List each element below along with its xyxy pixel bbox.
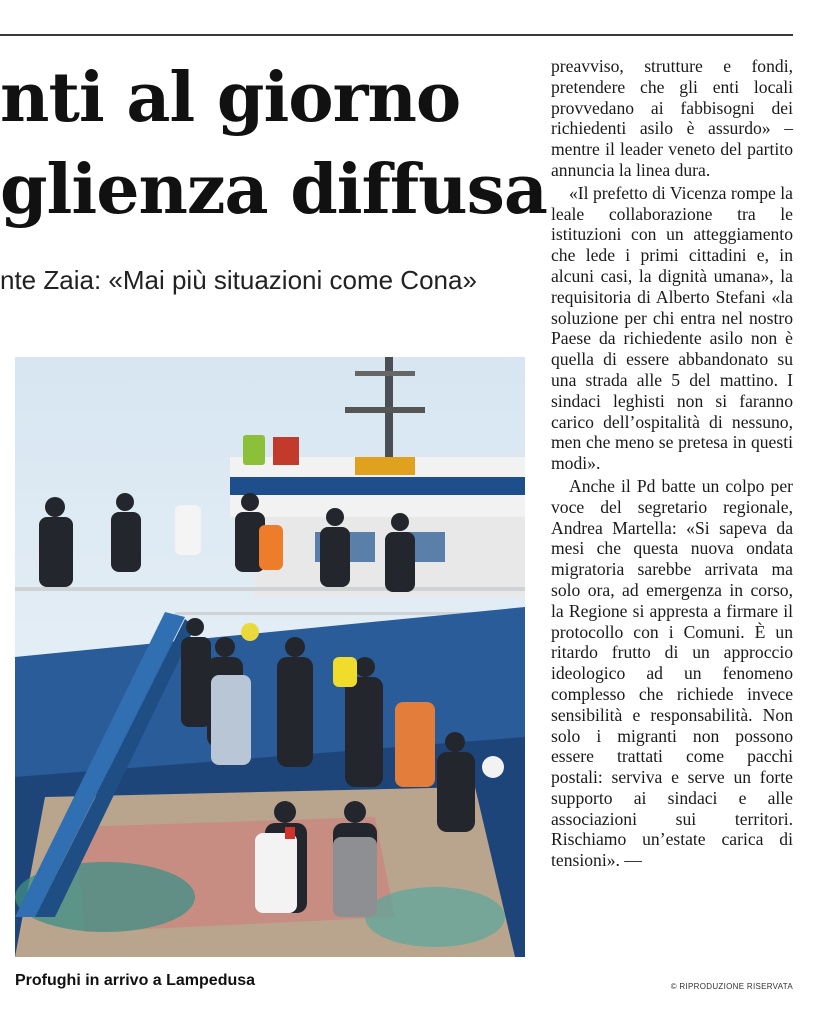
article-paragraph-3: Anche il Pd batte un colpo per voce del segretario regionale, Andrea Martella: «Si sapeva da mesi che questa nuova ondata migratoria sarebbe arrivata ma solo ora, ad emergenza in corso, la Regione si appresta a firmare il protocollo con i Comuni. È un ritardo frutto di un approccio ideologico ad un fenomeno complesso che richiede invece sensibilità e responsabilità. Non solo i migranti non possono essere trattati come pacchi postali: serviva e serve un forte supporto ai sindaci e alle associazioni sui territori. Rischiamo un’estate carica di tensioni». —	[551, 475, 793, 871]
news-photo	[15, 357, 525, 957]
subheadline: nte Zaia: «Mai più situazioni come Cona»	[0, 265, 477, 295]
rights-notice: © RIPRODUZIONE RISERVATA	[670, 982, 793, 991]
article-column	[551, 56, 793, 871]
top-rule	[0, 34, 793, 36]
headline-line-1: nti al giorno	[0, 58, 461, 138]
article-paragraph-1: preavviso, strutture e fondi, pretendere che gli enti locali provvedano ai fabbisogni dei richiedenti asilo è assurdo» – mentre il leader veneto del partito annuncia la linea dura.	[551, 56, 793, 180]
photo-caption: Profughi in arrivo a Lampedusa	[15, 972, 256, 989]
article-paragraph-2: «Il prefetto di Vicenza rompe la leale collaborazione tra le istituzioni con un atteggiamento che lede i primi cittadini e, in alcuni casi, la dignità umana», la requisitoria di Alberto Stefani «la soluzione per chi entra nel nostro Paese da richiedente asilo non è quella di essere abbandonato su una strada alle 5 del mattino. I sindaci leghisti non si faranno carico dell’ospitalità di nessuno, men che meno se pretesa in questi modi».	[551, 182, 793, 474]
headline-line-2: glienza diffusa	[0, 150, 547, 230]
